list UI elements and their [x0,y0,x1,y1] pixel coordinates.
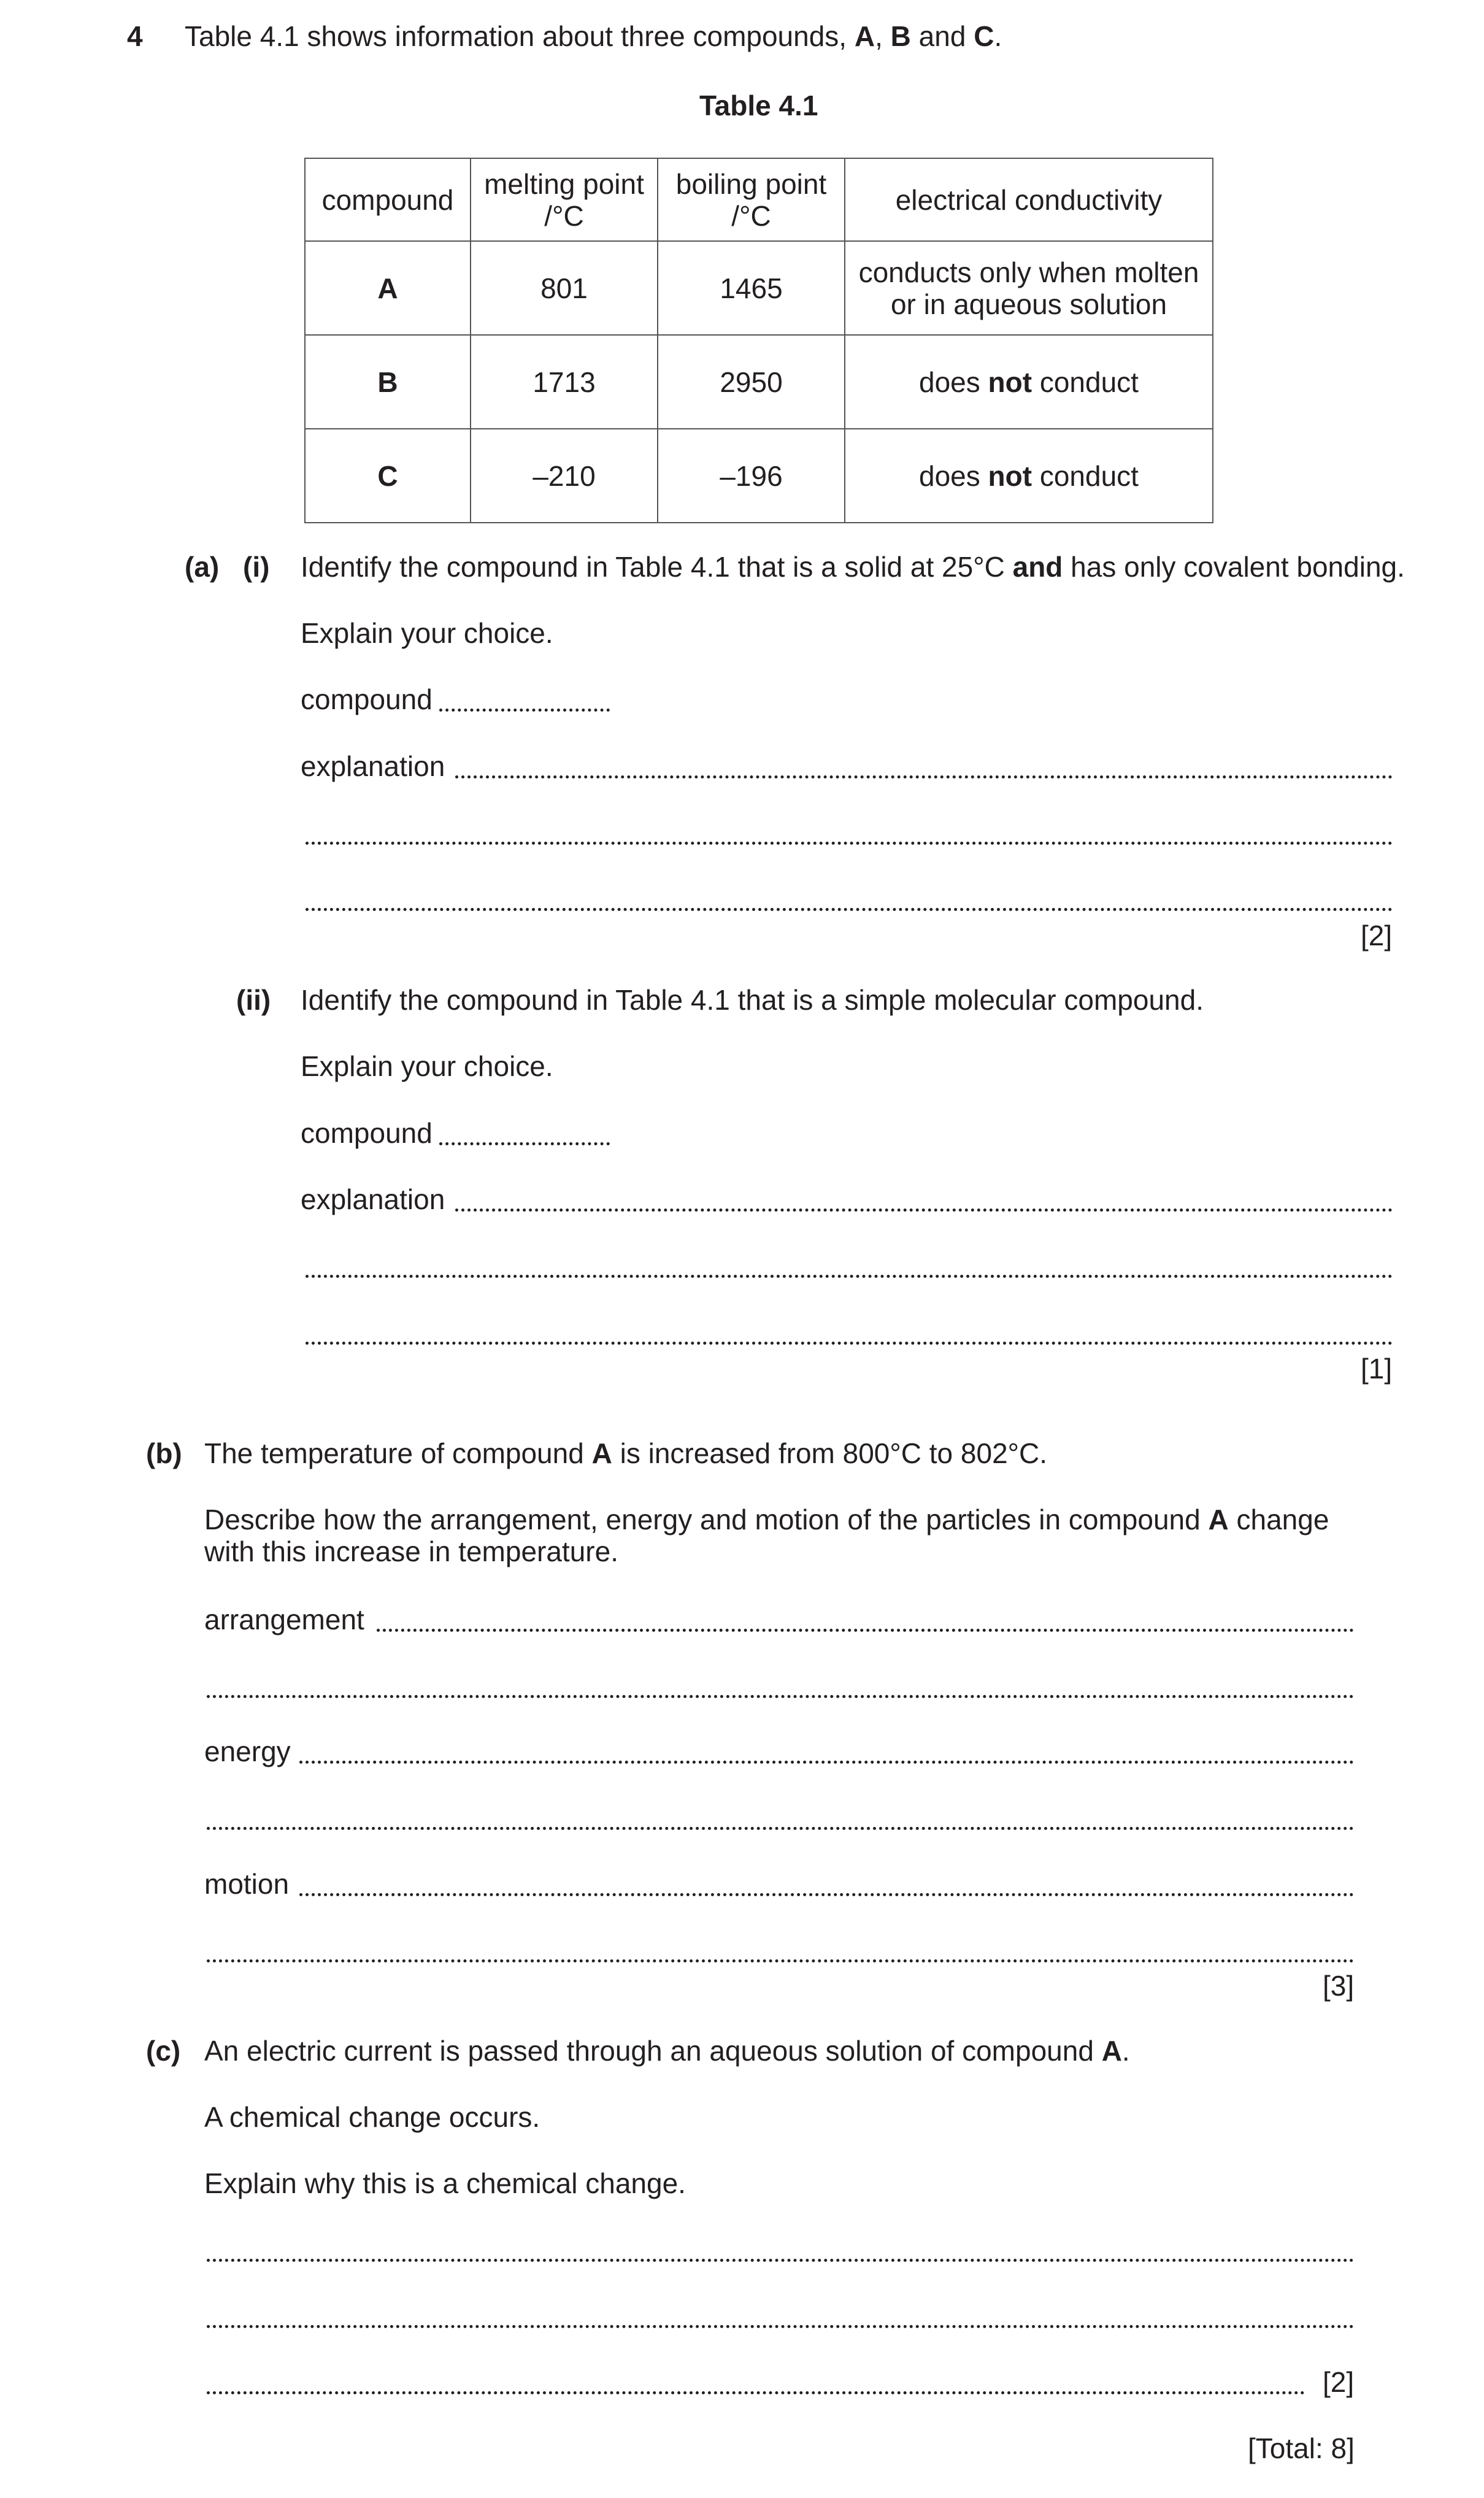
cell-conductivity-pre: does [919,366,988,398]
intro-compound-b: B [890,20,911,52]
part-b-arrangement-line-2[interactable] [207,1695,1354,1698]
part-a-i-label: (i) [243,551,270,583]
part-c-label: (c) [146,2035,181,2067]
intro-end: . [994,20,1002,52]
part-a-i-explanation-label: explanation [301,750,445,782]
table-header-row [305,158,1213,241]
header-boiling-point [658,158,845,241]
cell-compound: B [305,335,471,429]
header-compound: compound [305,158,471,241]
part-b-label: (b) [146,1437,182,1469]
cell-conductivity [845,429,1213,523]
part-b-describe-line-2: with this increase in temperature. [204,1535,618,1567]
part-a-i-explanation-line-2[interactable] [306,842,1393,845]
total-marks: [Total: 8] [1248,2432,1355,2464]
header-melting-point [471,158,658,241]
part-c-answer-line-1[interactable] [207,2259,1354,2262]
part-a-ii-compound-label: compound [301,1117,433,1149]
cell-conductivity [845,335,1213,429]
part-a-ii-question: Identify the compound in Table 4.1 that is a simple molecular compound. [301,984,1204,1016]
part-c-instruction: Explain why this is a chemical change. [204,2167,686,2199]
part-b-energy-line-1[interactable] [299,1761,1354,1764]
cell-conductivity-post: conduct [1032,366,1139,398]
part-b-motion-line-1[interactable] [299,1893,1354,1896]
part-c-q-bold: A [1101,2035,1122,2067]
part-a-ii-explanation-line-3[interactable] [306,1342,1393,1345]
part-a-i-explain: Explain your choice. [301,617,553,649]
part-b-d-bold: A [1208,1504,1229,1535]
header-melting-point-unit: /°C [544,199,584,232]
cell-compound: C [305,429,471,523]
part-b-marks: [3] [1323,1970,1355,2002]
cell-conductivity-l2: or in aqueous solution [890,288,1167,320]
part-a-ii-explanation-line-1[interactable] [455,1209,1393,1212]
part-a-ii-explain: Explain your choice. [301,1050,553,1082]
part-b-d1: Describe how the arrangement, energy and motion of the particles in compound [204,1504,1209,1535]
cell-compound: A [305,241,471,335]
cell-boiling-point: –196 [658,429,845,523]
cell-conductivity-l1: conducts only when molten [858,256,1199,288]
part-a-i-q2: has only covalent bonding. [1063,551,1405,583]
cell-conductivity-pre: does [919,459,988,492]
part-b-energy-line-2[interactable] [207,1827,1354,1830]
part-b-arrangement-label: arrangement [204,1604,364,1635]
part-c-q2: . [1121,2035,1130,2067]
part-b-motion-label: motion [204,1868,290,1900]
part-a-i-q-bold: and [1012,551,1063,583]
part-b-q1: The temperature of compound [204,1437,592,1469]
part-b-energy-label: energy [204,1735,291,1767]
part-a-ii-explanation-line-2[interactable] [306,1275,1393,1278]
intro-text: Table 4.1 shows information about three compounds, [185,20,855,52]
part-a-i-marks: [2] [1361,920,1393,951]
intro-compound-a: A [854,20,875,52]
part-c-question [204,2035,1130,2067]
part-a-ii-label: (ii) [236,984,271,1016]
part-b-q-bold: A [591,1437,612,1469]
cell-boiling-point: 2950 [658,335,845,429]
part-c-answer-line-3[interactable] [207,2391,1305,2394]
part-a-i-explanation-line-3[interactable] [306,908,1393,911]
intro-compound-c: C [974,20,994,52]
cell-melting-point: 801 [471,241,658,335]
part-a-ii-explanation-label: explanation [301,1183,445,1215]
cell-conductivity-post: conduct [1032,459,1139,492]
part-c-answer-line-2[interactable] [207,2325,1354,2328]
part-a-ii-compound-answer-line[interactable] [439,1142,610,1145]
part-c-statement: A chemical change occurs. [204,2101,540,2133]
header-boiling-point-unit: /°C [731,199,771,232]
part-b-arrangement-line-1[interactable] [377,1629,1354,1632]
part-a-i-explanation-line-1[interactable] [455,775,1393,778]
cell-melting-point: –210 [471,429,658,523]
part-b-q2: is increased from 800°C to 802°C. [612,1437,1048,1469]
table-row [305,429,1213,523]
intro-sep: , [875,20,891,52]
cell-conductivity-not: not [988,366,1032,398]
part-b-question [204,1437,1047,1469]
header-boiling-point-l1: boiling point [675,167,827,200]
table-row [305,335,1213,429]
part-b-d2: change [1228,1504,1329,1535]
part-c-q1: An electric current is passed through an aqueous solution of compound [204,2035,1102,2067]
question-intro [185,20,1002,52]
header-conductivity: electrical conductivity [845,158,1213,241]
table-row [305,241,1213,335]
part-a-i-compound-label: compound [301,683,433,715]
intro-and: and [910,20,974,52]
part-a-i-q1: Identify the compound in Table 4.1 that is a solid at 25°C [301,551,1013,583]
part-a-label: (a) [185,551,220,583]
part-a-i-question [301,551,1405,583]
cell-boiling-point: 1465 [658,241,845,335]
cell-conductivity [845,241,1213,335]
part-a-ii-marks: [1] [1361,1353,1393,1385]
table-caption: Table 4.1 [699,90,818,121]
question-number: 4 [127,20,143,52]
cell-conductivity-not: not [988,459,1032,492]
cell-melting-point: 1713 [471,335,658,429]
part-b-motion-line-2[interactable] [207,1959,1354,1962]
compounds-table [304,158,1213,523]
part-c-marks: [2] [1323,2366,1355,2398]
header-melting-point-l1: melting point [484,167,644,200]
part-a-i-compound-answer-line[interactable] [439,709,610,712]
part-b-describe [204,1504,1329,1535]
